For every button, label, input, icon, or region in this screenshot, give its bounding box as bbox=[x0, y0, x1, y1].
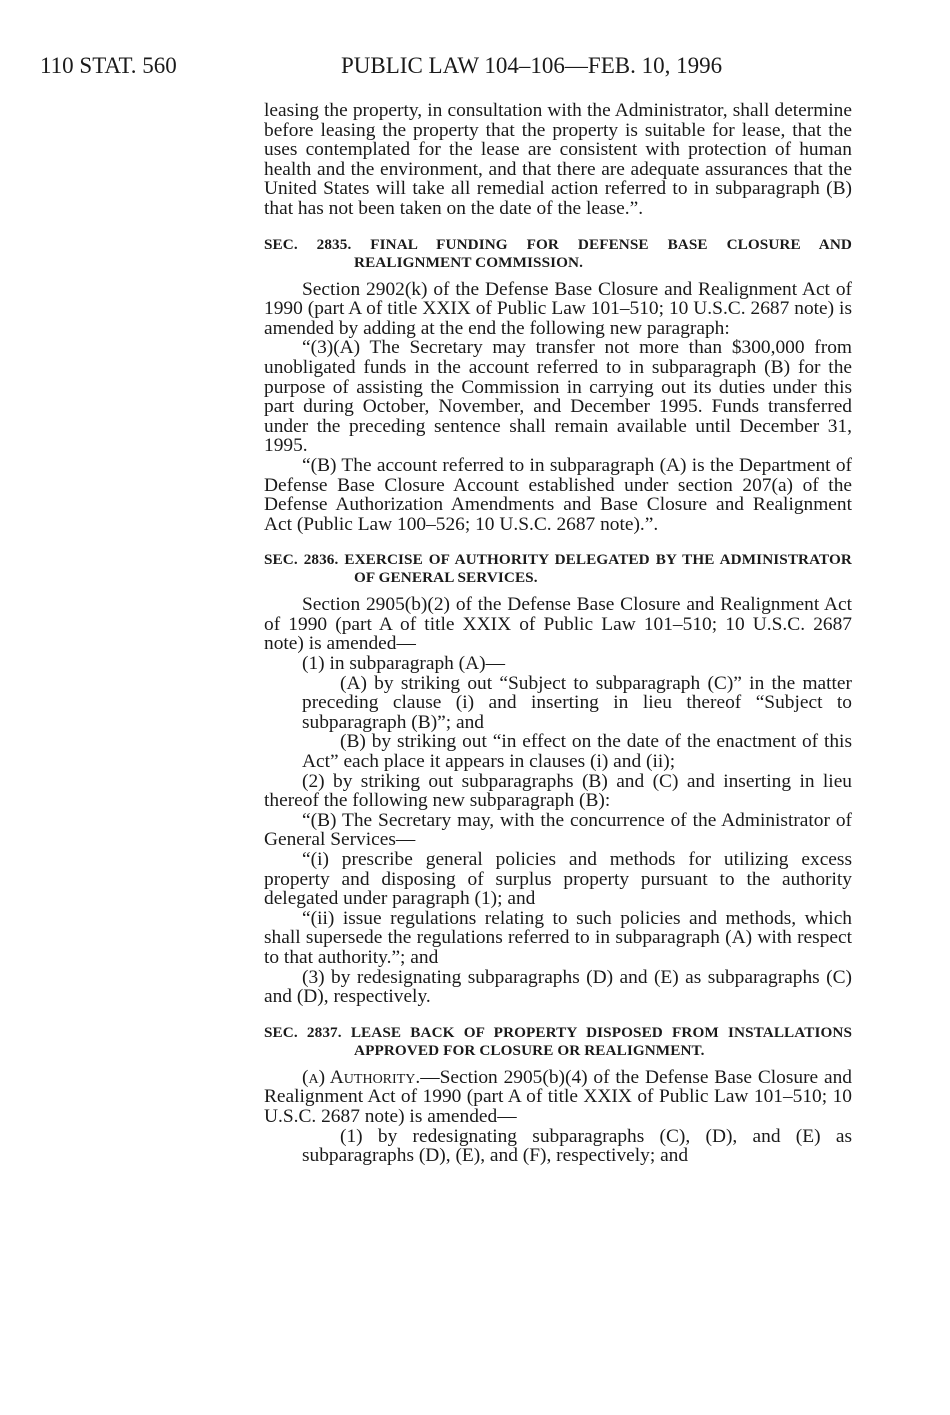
section-2836-heading bbox=[264, 551, 852, 587]
section-2836-clause-i: “(i) prescribe general policies and methods for utilizing excess property and disposing of surplus property pursuant to the authority delegated under paragraph (1); and bbox=[264, 849, 852, 910]
section-2836-clause-ii: “(ii) issue regulations relating to such policies and methods, which shall supersede the regulations referred to in subparagraph (A) with respect to that authority.”; and bbox=[264, 907, 852, 968]
section-2836-clause-1: (1) in subparagraph (A)— bbox=[302, 653, 505, 675]
section-2835-heading bbox=[264, 236, 852, 272]
section-2836-clause-1b: (B) by striking out “in effect on the date of the enactment of this Act” each place it appears in clauses (i) and (ii); bbox=[302, 731, 852, 773]
public-law-citation: PUBLIC LAW 104–106—FEB. 10, 1996 bbox=[341, 53, 723, 78]
section-2837-subsection-a-label: (a) Authority. bbox=[302, 1066, 421, 1088]
section-2836-clause-2: (2) by striking out subparagraphs (B) and (C) and inserting in lieu thereof the following new subparagraph (B): bbox=[264, 770, 852, 812]
continuation-paragraph: leasing the property, in consultation with the Administrator, shall determine before leasing the property that the property is suitable for lease, that the uses contemplated for the lease are consistent with protection of human health and the environment, and that there are adequate assurances that the United States will take all remedial action referred to in subparagraph (B) that has not been taken on the date of the lease.”. bbox=[264, 100, 852, 219]
section-2837-subsection-a-text: —Section 2905(b)(4) of the Defense Base Closure and Realignment Act of 1990 (part A of title XXIX of Public Law 101–510; 10 U.S.C. 2687 note) is amended— bbox=[264, 1066, 852, 1127]
section-2836-clause-3: (3) by redesignating subparagraphs (D) and (E) as subparagraphs (C) and (D), respectively. bbox=[264, 966, 852, 1008]
section-2837-title: LEASE BACK OF PROPERTY DISPOSED FROM INSTALLATIONS APPROVED FOR CLOSURE OR REALIGNMENT. bbox=[350, 1023, 852, 1059]
section-2836-new-subparagraph-b: “(B) The Secretary may, with the concurrence of the Administrator of General Services— bbox=[264, 809, 852, 851]
section-2835-paragraph-1: Section 2902(k) of the Defense Base Closure and Realignment Act of 1990 (part A of title XXIX of Public Law 101–510; 10 U.S.C. 2687 note) is amended by adding at the end the following new paragraph: bbox=[264, 278, 852, 339]
section-2837-heading bbox=[264, 1024, 852, 1060]
section-2835-paragraph-2: “(3)(A) The Secretary may transfer not more than $300,000 from unobligated funds in the account referred to in subparagraph (B) for the purpose of assisting the Commission in carrying out its duties under this part during October, November, and December 1995. Funds transferred under the preceding sentence shall remain available until December 31, 1995. bbox=[264, 337, 852, 457]
section-2836-clause-1a: (A) by striking out “Subject to subparagraph (C)” in the matter preceding clause (i) and inserting in lieu thereof “Subject to subparagraph (B)”; and bbox=[302, 672, 852, 733]
section-2835-title: FINAL FUNDING FOR DEFENSE BASE CLOSURE AND REALIGNMENT COMMISSION. bbox=[354, 235, 852, 271]
section-2837-clause-1: (1) by redesignating subparagraphs (C), (D), and (E) as subparagraphs (D), (E), and (F), respectively; and bbox=[302, 1125, 852, 1167]
section-2835-paragraph-3: “(B) The account referred to in subparagraph (A) is the Department of Defense Base Closure Account established under section 207(a) of the Defense Authorization Amendments and Base Closure and Realignment Act (Public Law 100–526; 10 U.S.C. 2687 note).”. bbox=[264, 454, 852, 535]
section-2836-paragraph-1: Section 2905(b)(2) of the Defense Base Closure and Realignment Act of 1990 (part A of title XXIX of Public Law 101–510; 10 U.S.C. 2687 note) is amended— bbox=[264, 594, 852, 655]
page-header bbox=[0, 51, 950, 81]
section-2836-number: SEC. 2836. bbox=[264, 551, 339, 569]
section-2835-number: SEC. 2835. bbox=[264, 235, 352, 253]
page-body bbox=[264, 101, 852, 1166]
section-2836-title: EXERCISE OF AUTHORITY DELEGATED BY THE ADMINISTRATOR OF GENERAL SERVICES. bbox=[344, 551, 852, 587]
statute-page-number: 110 STAT. 560 bbox=[40, 53, 177, 78]
section-2837-subsection-a bbox=[264, 1068, 852, 1127]
section-2837-number: SEC. 2837. bbox=[264, 1023, 342, 1041]
